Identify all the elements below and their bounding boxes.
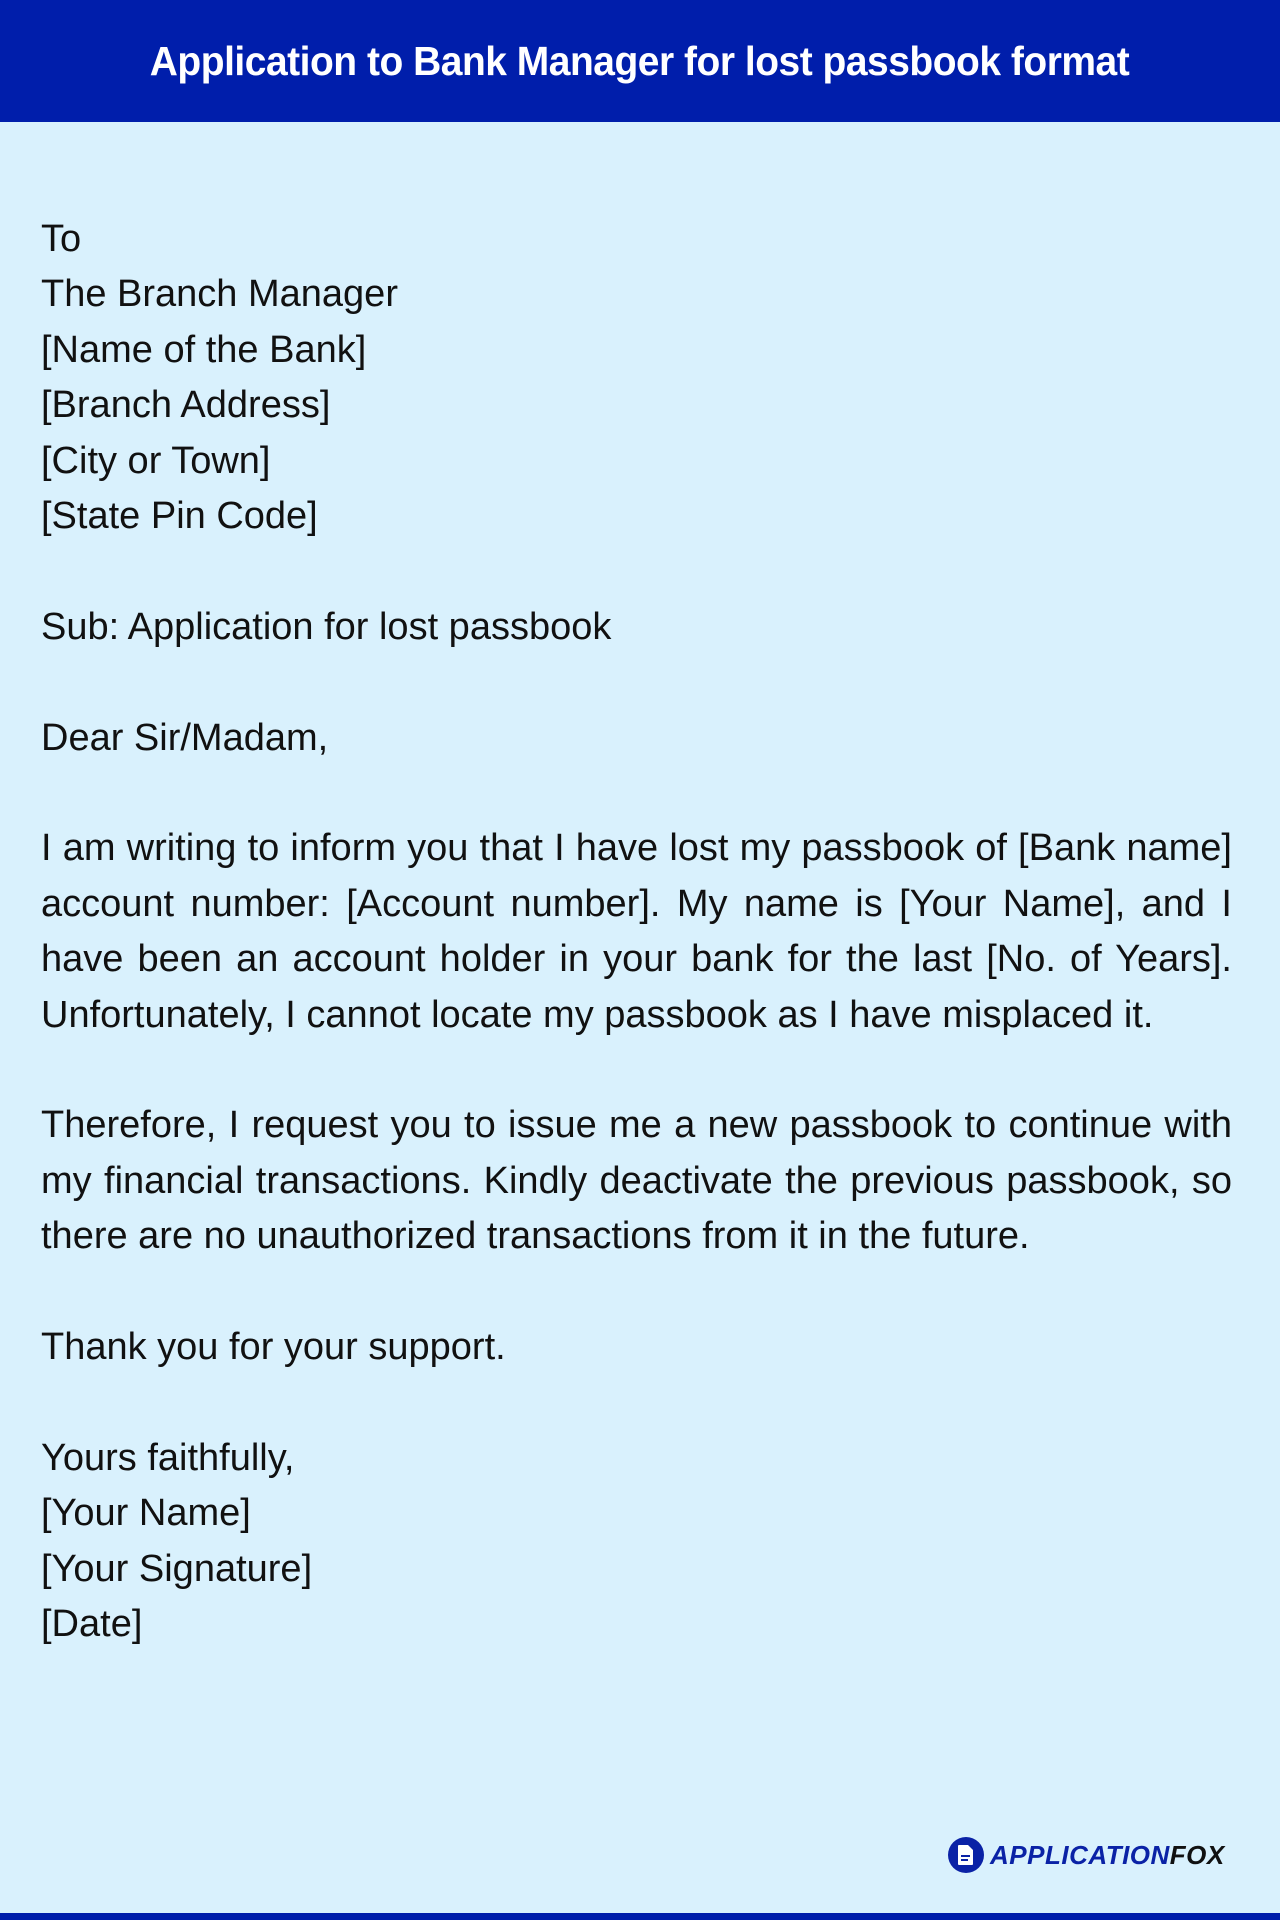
logo-wordmark: APPLICATIONFOX — [990, 1839, 1225, 1870]
address-line: [Name of the Bank] — [41, 328, 367, 371]
signature-block — [41, 1431, 1232, 1653]
thanks-line: Thank you for your support. — [41, 1326, 506, 1369]
letter-body — [41, 212, 1232, 1652]
address-line: [City or Town] — [41, 439, 271, 482]
body-paragraph-2: Therefore, I request you to issue me a new passbook to continue with my financial transactions. Kindly deactivate the previous passbook, so there are no unauthorized transactions from it in the future. — [41, 1104, 1232, 1258]
recipient-address — [41, 212, 1232, 544]
address-line: [State Pin Code] — [41, 495, 318, 538]
bottom-border — [0, 1913, 1280, 1920]
closing-line: [Your Signature] — [41, 1547, 313, 1590]
closing-line: Yours faithfully, — [41, 1436, 295, 1479]
closing-line: [Date] — [41, 1603, 143, 1646]
address-line: The Branch Manager — [41, 273, 398, 316]
document-icon — [948, 1837, 984, 1873]
page-header — [0, 0, 1280, 122]
body-paragraph-1: I am writing to inform you that I have lost my passbook of [Bank name] account number: [Account number]. My name is [Your Name], and I have been an account holder in your bank for the last [No. of Years]. Unfortunately, I cannot locate my passbook as I have misplaced it. — [41, 827, 1232, 1036]
applicationfox-logo — [948, 1837, 1225, 1873]
address-line: [Branch Address] — [41, 384, 331, 427]
salutation: Dear Sir/Madam, — [41, 716, 329, 759]
address-line: To — [41, 218, 82, 260]
subject-line: Sub: Application for lost passbook — [41, 605, 612, 648]
page-title: Application to Bank Manager for lost passbook format — [150, 37, 1130, 84]
closing-line: [Your Name] — [41, 1492, 251, 1535]
